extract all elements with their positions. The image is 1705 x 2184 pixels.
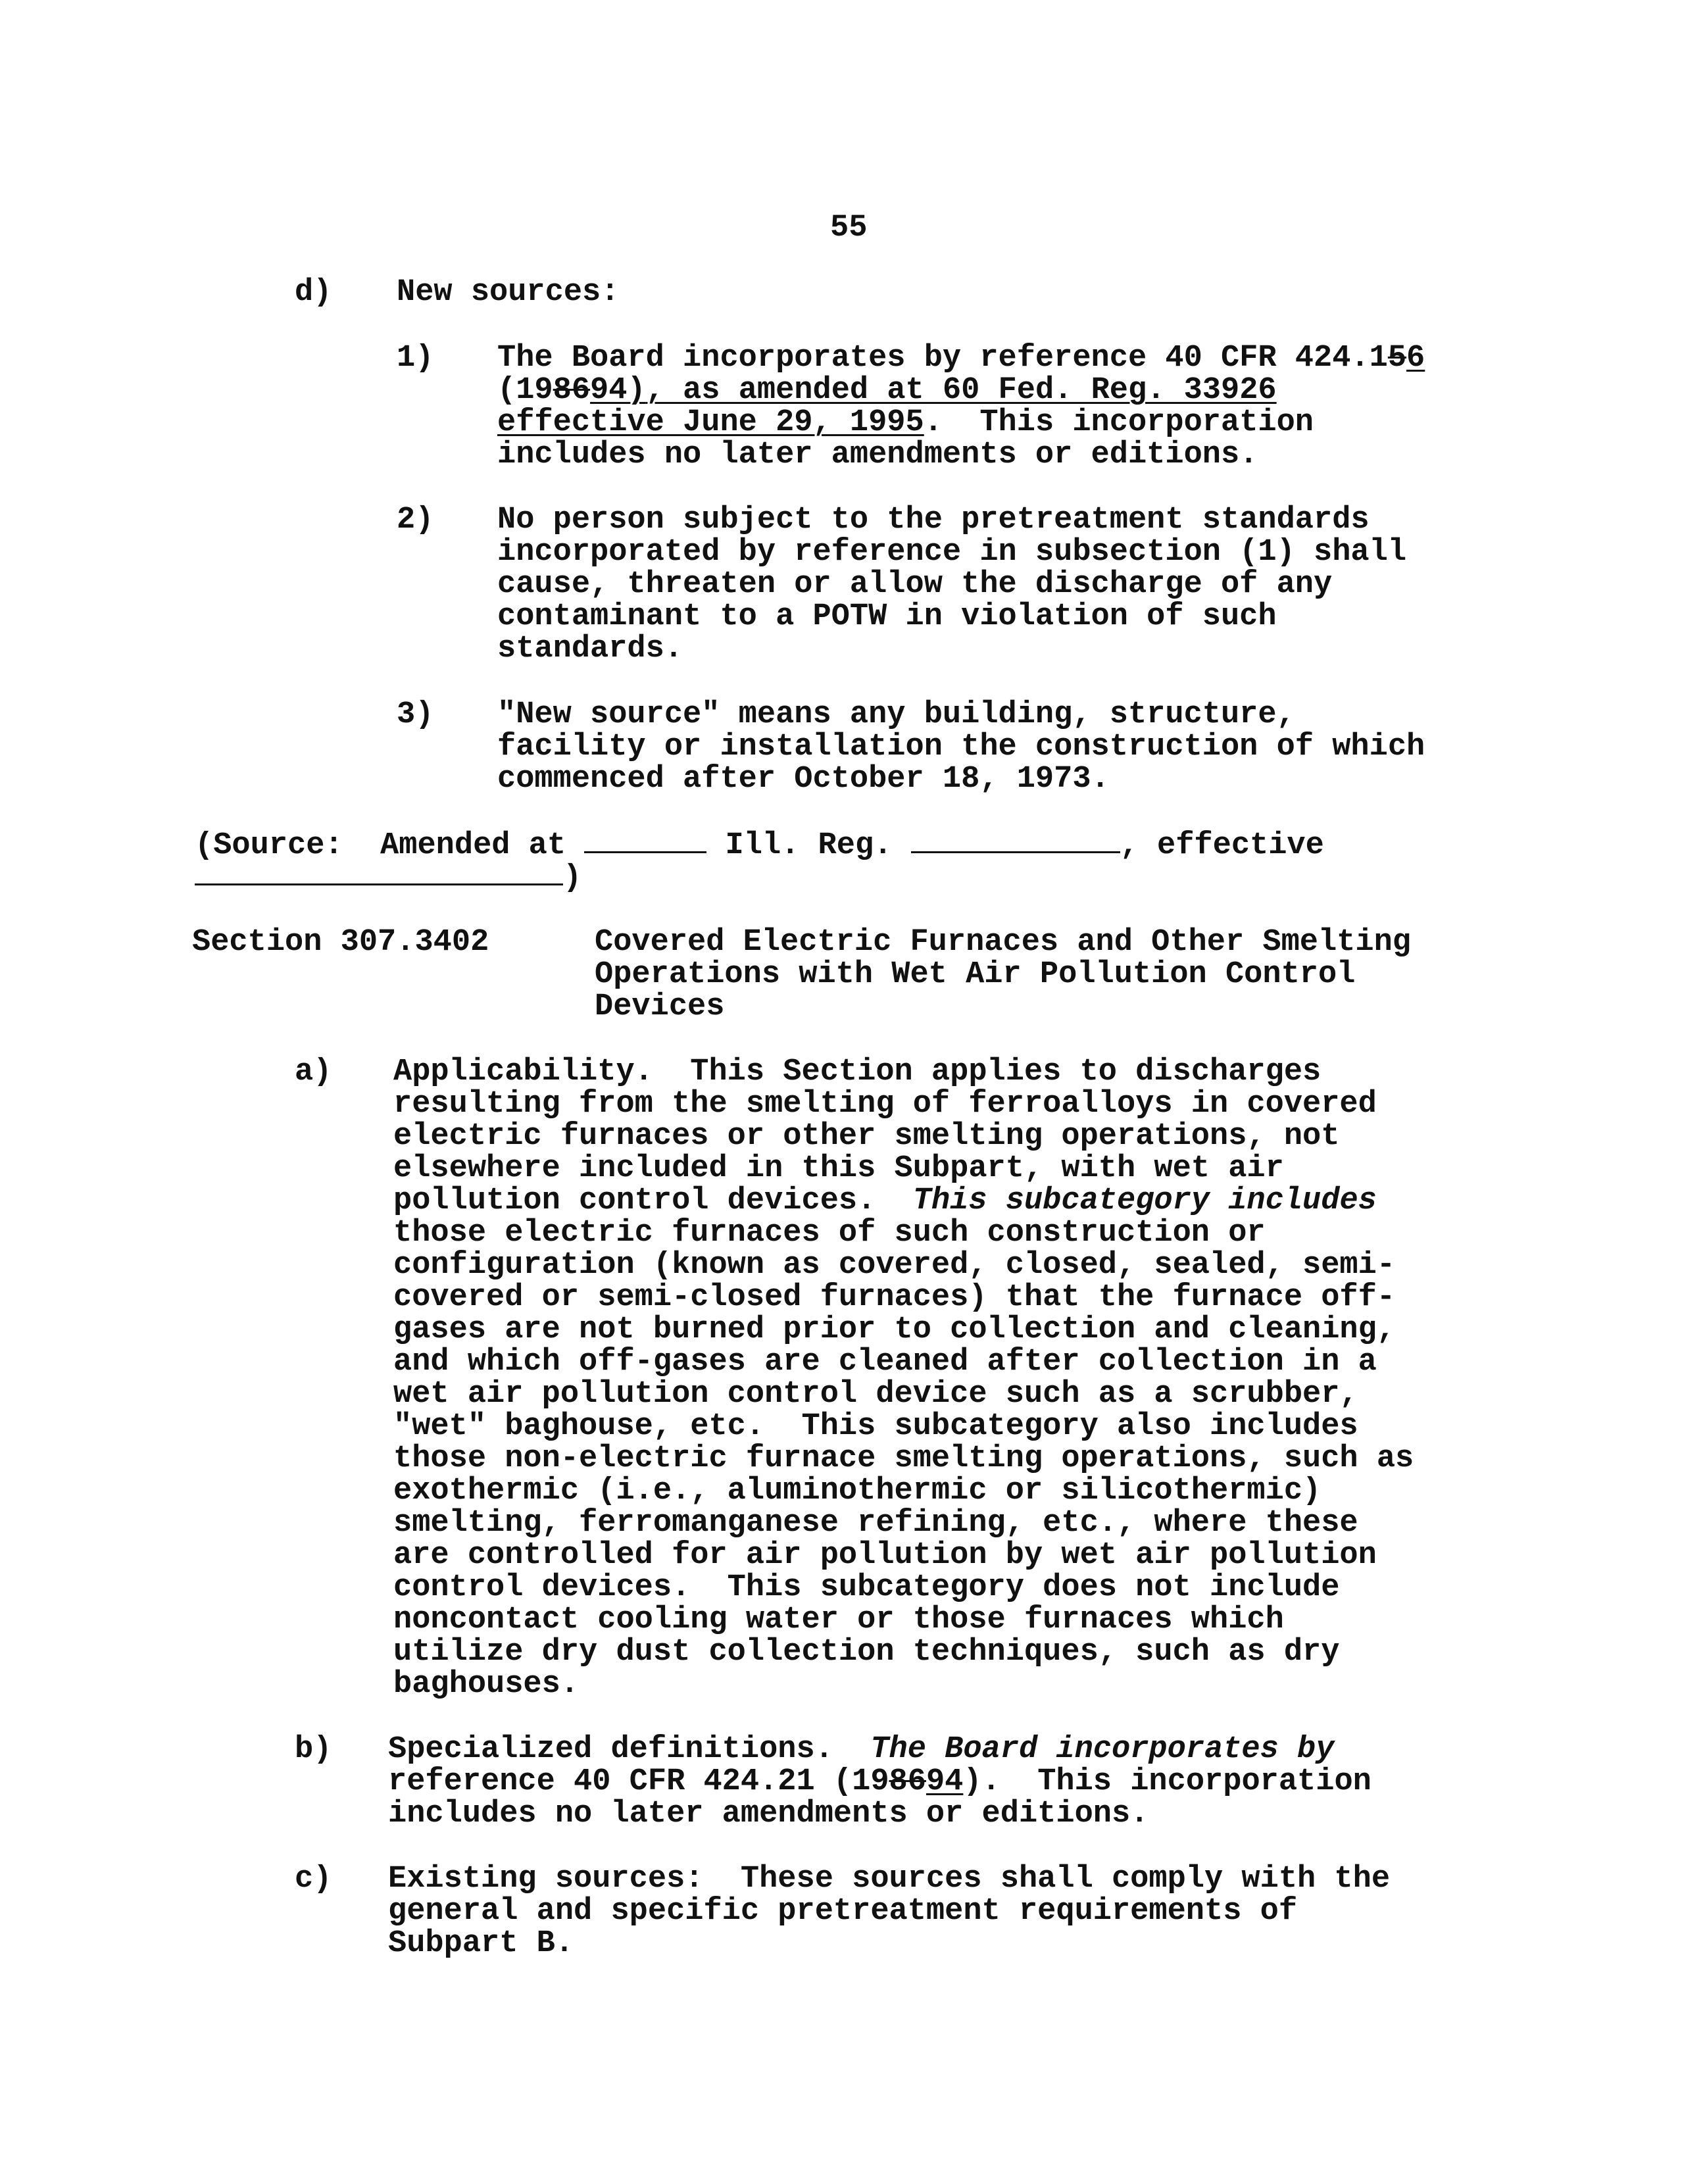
subitem-1-line: (198694), as amended at 60 Fed. Reg. 33926	[497, 373, 1277, 408]
source-note-line2: )	[195, 860, 581, 894]
page-number: 55	[830, 211, 868, 245]
italic-text: This subcategory includes	[912, 1183, 1377, 1218]
item-d-label: d)	[295, 275, 332, 310]
item-c-text: Existing sources: These sources shall comply with the general and specific pretreatment requirements of Subpart B.	[388, 1862, 1391, 1961]
deleted-text: 5	[1387, 341, 1407, 376]
inserted-text: 6	[1406, 341, 1425, 376]
subitem-1-line: The Board incorporates by reference 40 CFR 424.156	[497, 341, 1425, 376]
blank-effective-date	[195, 860, 563, 885]
inserted-text: 94	[926, 1764, 964, 1799]
deleted-text: 86	[889, 1764, 926, 1799]
subitem-1-label: 1)	[397, 341, 434, 376]
item-a-label: a)	[295, 1055, 332, 1089]
deleted-text: 86	[553, 373, 591, 408]
item-b-label: b)	[295, 1732, 332, 1767]
section-title: Covered Electric Furnaces and Other Smelting Operations with Wet Air Pollution Control Devices	[595, 925, 1412, 1024]
inserted-text: effective June 29, 1995	[497, 405, 924, 440]
subitem-3-label: 3)	[397, 697, 434, 732]
blank-page	[911, 828, 1120, 853]
inserted-text: , as amended at 60 Fed. Reg. 33926	[645, 373, 1277, 408]
subitem-2-text: No person subject to the pretreatment standards incorporated by reference in subsection (1) shall cause, threaten or allow the discharge of any contaminant to a POTW in violation of such standards.	[497, 503, 1407, 666]
inserted-text: 94)	[590, 373, 646, 408]
item-a-text: Applicability. This Section applies to discharges resulting from the smelting of ferroalloys in covered electric furnaces or other smelting operations, not elsewhere included in this Subpart, with wet air pollution control devices. This subcategory includes those electric furnaces of such construction or configuration (known as covered, closed, sealed, semi- covered or semi-closed furnaces) that the furnace off- gases are not burned prior to collection and cleaning, and which off-gases are cleaned after collection in a wet air pollution control device such as a scrubber, "wet" baghouse, etc. This subcategory also includes those non-electric furnace smelting operations, such as exothermic (i.e., aluminothermic or silicothermic) smelting, ferromanganese refining, etc., where these are controlled for air pollution by wet air pollution control devices. This subcategory does not include noncontact cooling water or those furnaces which utilize dry dust collection techniques, such as dry baghouses.	[393, 1055, 1414, 1702]
blank-volume	[584, 828, 706, 853]
subitem-2-label: 2)	[397, 503, 434, 537]
italic-text: The Board incorporates by	[870, 1732, 1335, 1767]
section-number: Section 307.3402	[192, 925, 489, 960]
item-b-text: Specialized definitions. The Board incorporates by reference 40 CFR 424.21 (198694). This incorporation includes no later amendments or editions.	[388, 1732, 1371, 1831]
subitem-3-text: "New source" means any building, structure, facility or installation the construction of which commenced after October 18, 1973.	[497, 697, 1425, 797]
subitem-1-text	[497, 342, 1425, 471]
subitem-1-line: effective June 29, 1995. This incorporation	[497, 405, 1314, 440]
source-note: (Source: Amended at Ill. Reg. , effective	[195, 828, 1324, 863]
item-d-heading: New sources:	[397, 275, 620, 310]
item-c-label: c)	[295, 1862, 332, 1897]
subitem-1-line: includes no later amendments or editions.	[497, 437, 1258, 472]
